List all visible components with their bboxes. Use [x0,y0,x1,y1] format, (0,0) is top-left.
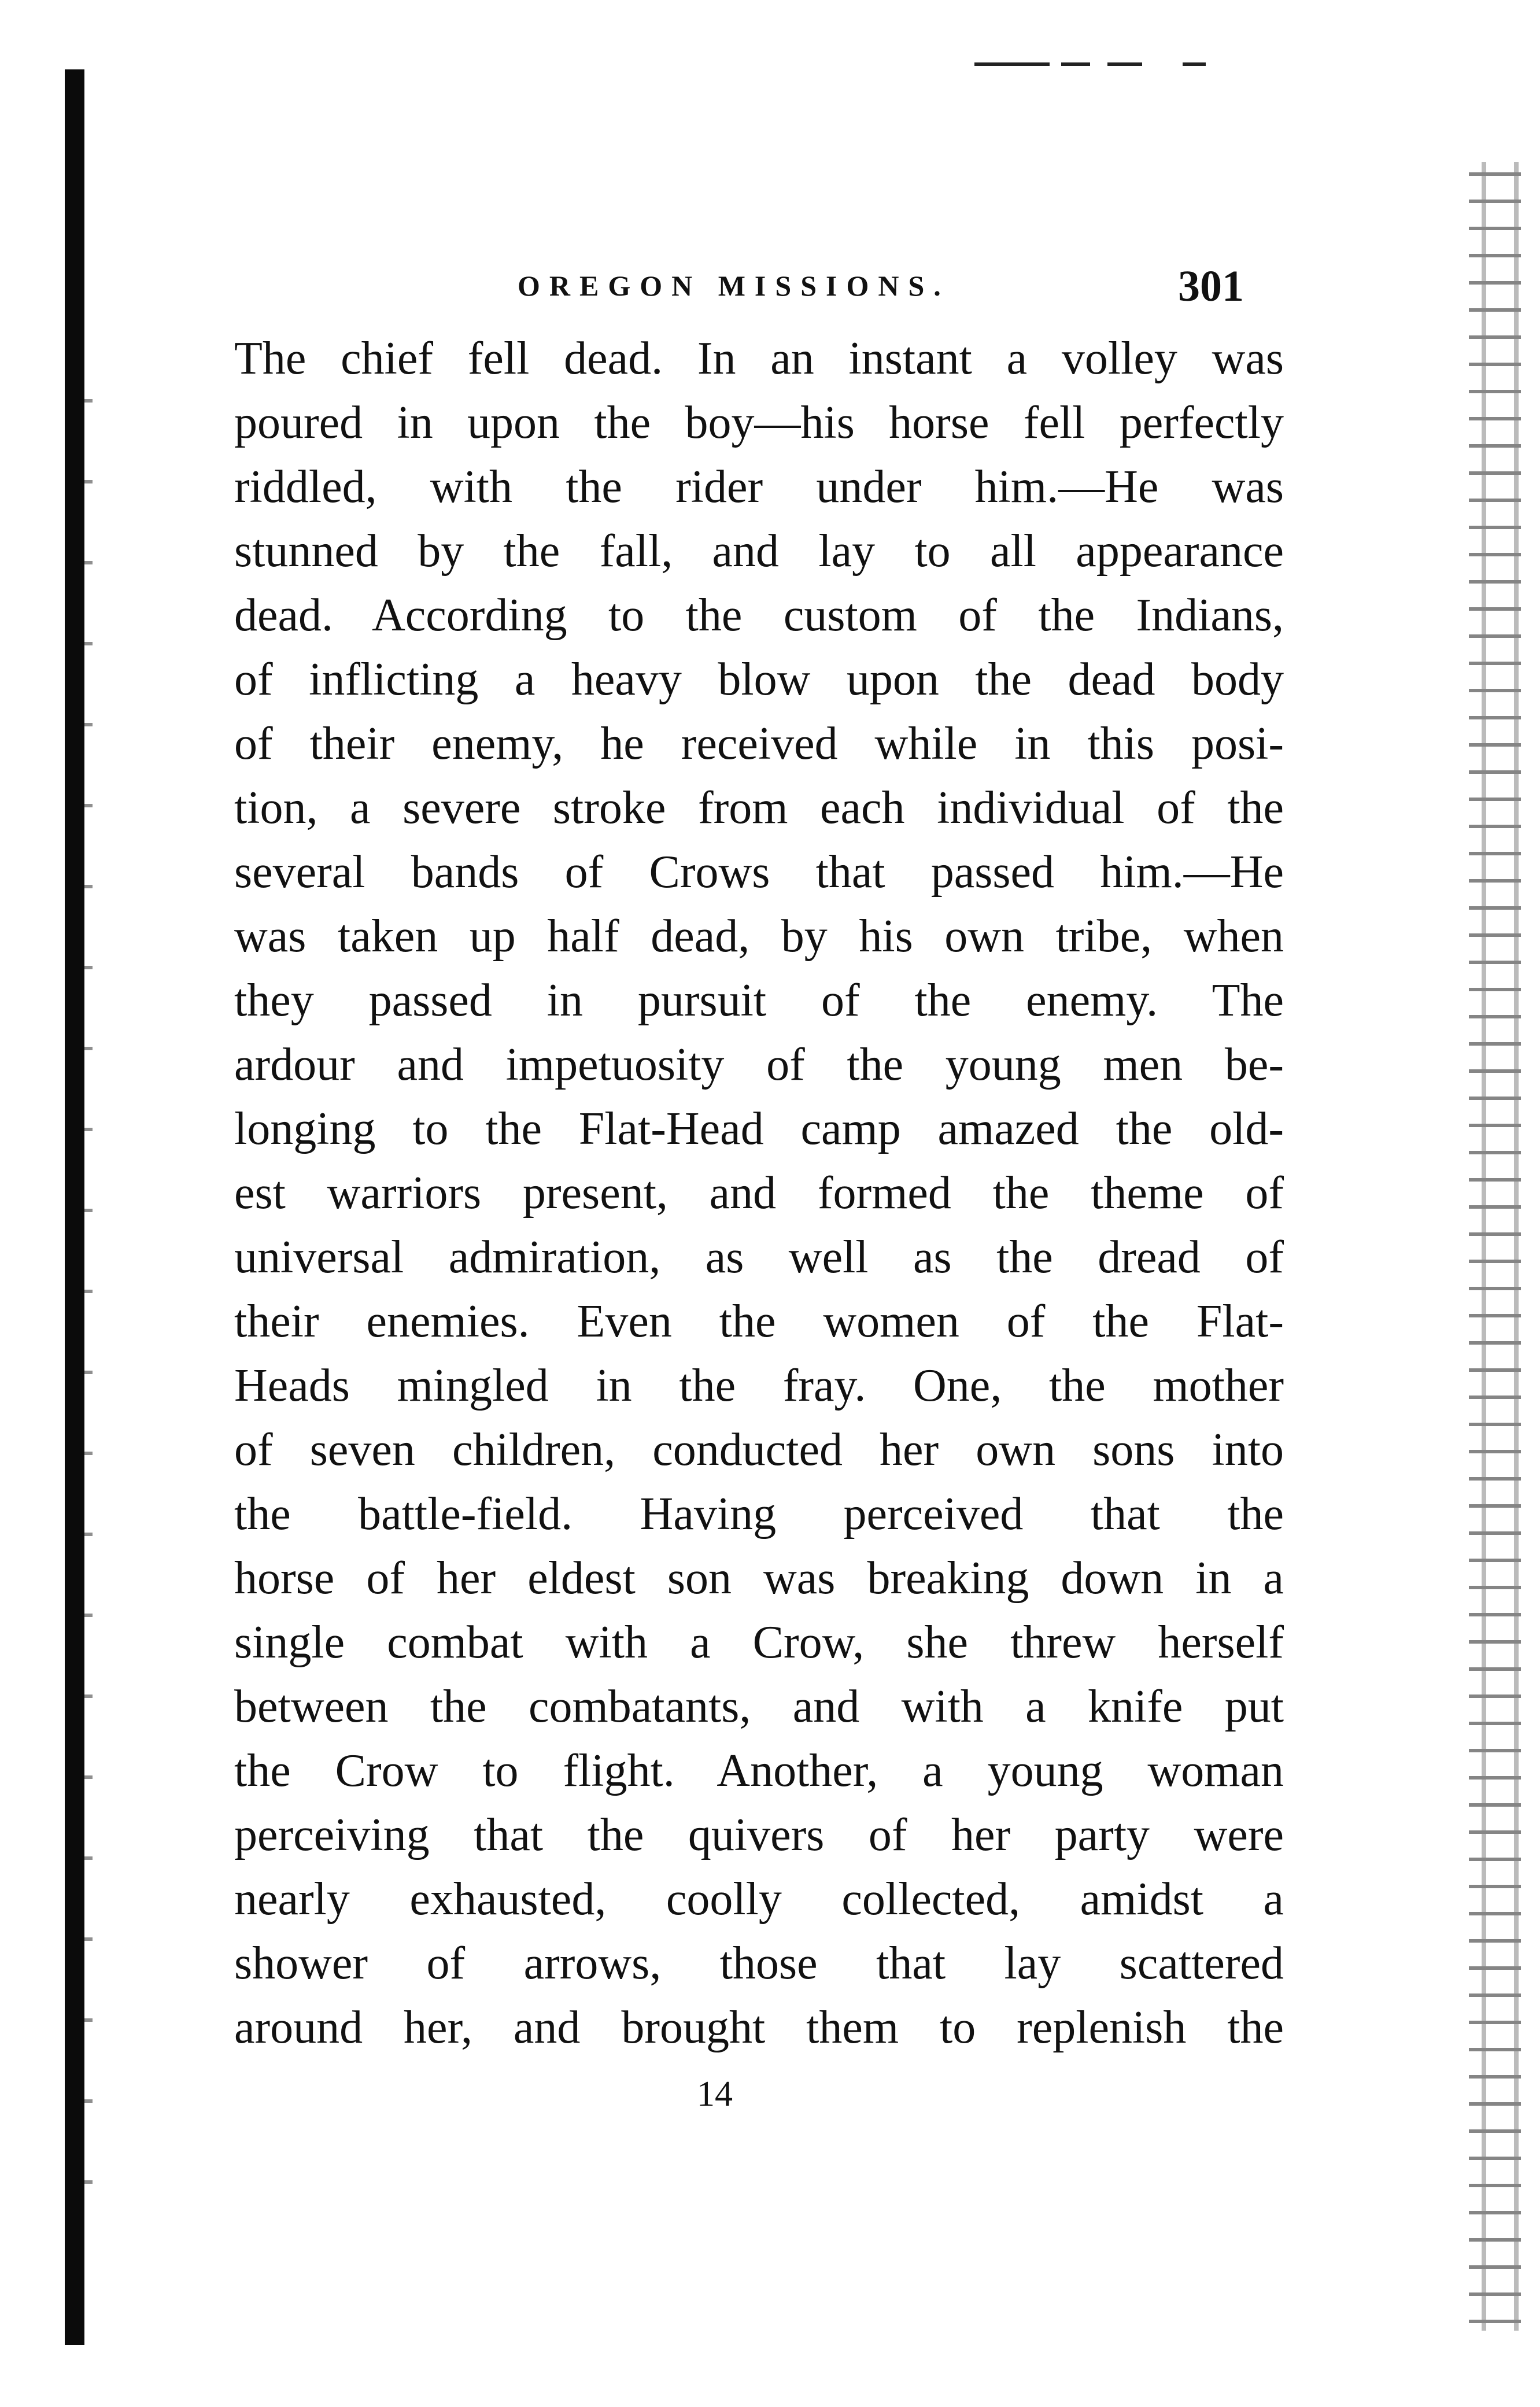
body-text [234,327,1284,2060]
binding-edge [65,69,84,2345]
text-line: of their enemy, he received while in this posi- [234,718,1284,769]
text-line: horse of her eldest son was breaking down in a [234,1553,1284,1604]
text-line: riddled, with the rider under him.—He was [234,462,1284,512]
text-line: several bands of Crows that passed him.—He [234,847,1284,898]
text-line: The chief fell dead. In an instant a volley was [234,333,1284,384]
scan-artifact-dashes [974,62,1246,66]
text-line: tion, a severe stroke from each individual of the [234,782,1284,833]
page-edge-noise [1469,162,1521,2331]
text-line: of seven children, conducted her own sons into [234,1424,1284,1475]
text-line: around her, and brought them to replenish the [234,2002,1284,2053]
text-line: poured in upon the boy—his horse fell perfectly [234,397,1284,448]
signature-mark: 14 [697,2074,733,2114]
text-line: they passed in pursuit of the enemy. The [234,975,1284,1026]
text-line: their enemies. Even the women of the Flat- [234,1296,1284,1347]
text-line: the Crow to flight. Another, a young woman [234,1745,1284,1796]
running-head: OREGON MISSIONS. [518,270,950,302]
text-line: est warriors present, and formed the theme of [234,1168,1284,1219]
text-line: was taken up half dead, by his own tribe, when [234,911,1284,962]
text-line: dead. According to the custom of the Indians, [234,590,1284,641]
binding-marks [84,347,93,2198]
page-number: 301 [1178,262,1244,311]
text-line: ardour and impetuosity of the young men be- [234,1039,1284,1090]
text-line: single combat with a Crow, she threw herself [234,1617,1284,1668]
text-line: nearly exhausted, coolly collected, amidst a [234,1874,1284,1925]
text-line: stunned by the fall, and lay to all appearance [234,526,1284,577]
text-line: the battle-field. Having perceived that the [234,1489,1284,1540]
text-line: Heads mingled in the fray. One, the mother [234,1360,1284,1411]
text-line: perceiving that the quivers of her party were [234,1810,1284,1860]
text-line: longing to the Flat-Head camp amazed the old- [234,1103,1284,1154]
text-line: universal admiration, as well as the dread of [234,1232,1284,1283]
text-line: shower of arrows, those that lay scattered [234,1938,1284,1989]
text-line: between the combatants, and with a knife put [234,1681,1284,1732]
text-line: of inflicting a heavy blow upon the dead body [234,654,1284,705]
